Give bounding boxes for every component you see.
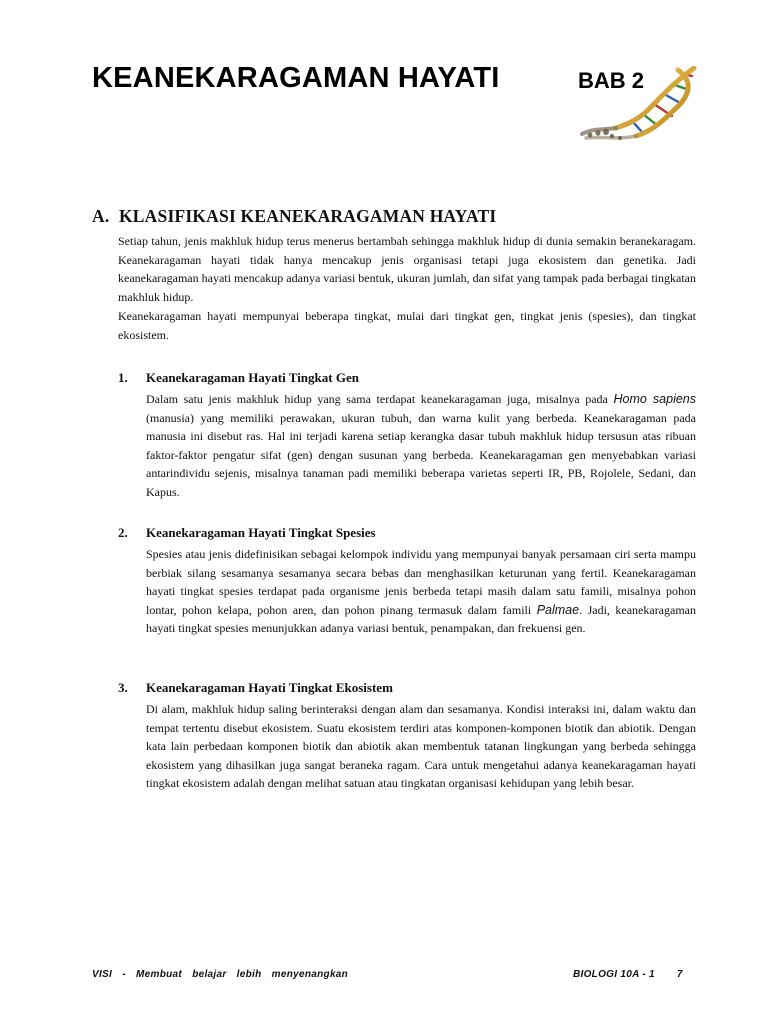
footer-book-title: BIOLOGI 10A - 1 xyxy=(573,969,655,980)
paragraph-text: Dalam satu jenis makhluk hidup yang sama terdapat keanekaragaman juga, misalnya pada xyxy=(146,392,614,406)
species-name: Homo sapiens xyxy=(613,392,696,406)
chapter-label: BAB 2 xyxy=(578,68,645,93)
section-title: KLASIFIKASI KEANEKARAGAMAN HAYATI xyxy=(119,206,497,226)
footer-tagline: VISI - Membuat belajar lebih menyenangkan xyxy=(92,969,349,980)
subsection-number: 2. xyxy=(118,525,128,540)
subsection-heading-ekosistem xyxy=(118,680,393,696)
subsection-number: 1. xyxy=(118,370,128,385)
dna-helix-icon xyxy=(576,66,700,144)
family-name: Palmae xyxy=(536,602,580,617)
subsection-heading-spesies xyxy=(118,525,376,541)
subsection-paragraph-spesies xyxy=(146,545,696,638)
subsection-paragraph-gen xyxy=(146,390,696,502)
paragraph-text: Spesies atau jenis didefinisikan sebagai kelompok individu yang mempunyai banyak persamaan ciri serta mampu berbiak silang sesamanya sesamanya secara bebas dan menghasilkan keturunan yang fertil. Keanekaragaman hayati tingkat spesies terdapat pada organisme jenis berbeda tetapi masih dalam satu famili, misalnya pohon lontar, pohon kelapa, pohon aren, dan pohon pinang termasuk dalam famili xyxy=(146,547,696,617)
paragraph-text: . Jadi, keanekaragaman hayati tingkat spesies menunjukkan adanya variasi bentuk, penampakan, dan frekuensi gen. xyxy=(146,602,696,636)
subsection-heading-gen xyxy=(118,370,359,386)
footer-book-info xyxy=(573,969,683,980)
section-heading xyxy=(92,206,496,227)
intro-paragraph-2: Keanekaragaman hayati mempunyai beberapa tingkat, mulai dari tingkat gen, tingkat jenis (spesies), dan tingkat ekosistem. xyxy=(118,309,696,342)
page-number: 7 xyxy=(676,969,683,980)
subsection-title: Keanekaragaman Hayati Tingkat Ekosistem xyxy=(146,680,393,695)
paragraph-text: (manusia) yang memiliki perawakan, ukuran tubuh, dan warna kulit yang berbeda. Keanekaragaman pada manusia ini disebut ras. Hal ini terjadi karena setiap kerangka dasar tubuh makhluk hidup tersusun atas ribuan faktor-faktor pengatur sifat (gen) dengan susunan yang berbeda. Keanekaragaman gen menyebabkan variasi antarindividu sejenis, misalnya tanaman padi memiliki beberapa varietas seperti IR, PB, Rojolele, Sedani, dan Kapus. xyxy=(146,410,696,499)
intro-paragraph-1: Setiap tahun, jenis makhluk hidup terus menerus bertambah sehingga makhluk hidup di dunia semakin beranekaragam. Keanekaragaman hayati tidak hanya mencakup jenis organisasi tetapi juga ekosistem dan genetika. Jadi keanekaragaman hayati mencakup adanya variasi bentuk, ukuran jumlah, dan sifat yang tampak pada berbagai tingkatan makhluk hidup. xyxy=(118,234,696,304)
subsection-title: Keanekaragaman Hayati Tingkat Spesies xyxy=(146,525,376,540)
subsection-paragraph-ekosistem: Di alam, makhluk hidup saling berinteraksi dengan alam dan sesamanya. Kondisi interaksi ini, dalam waktu dan tempat tertentu disebut ekosistem. Suatu ekosistem terdiri atas komponen-komponen biotik dan abiotik. Dengan kata lain perbedaan komponen biotik dan abiotik akan membentuk tatanan lingkungan yang berbeda sehingga ekosistem yang dihasilkan juga sangat beraneka ragam. Cara untuk mengetahui adanya keanekaragaman hayati tingkat ekosistem adalah dengan melihat satuan atau tingkatan organisasi kehidupan yang lebih besar. xyxy=(146,702,696,791)
subsection-number: 3. xyxy=(118,680,128,695)
section-number: A. xyxy=(92,206,110,226)
subsection-title: Keanekaragaman Hayati Tingkat Gen xyxy=(146,370,359,385)
page-title: KEANEKARAGAMAN HAYATI xyxy=(92,62,500,94)
